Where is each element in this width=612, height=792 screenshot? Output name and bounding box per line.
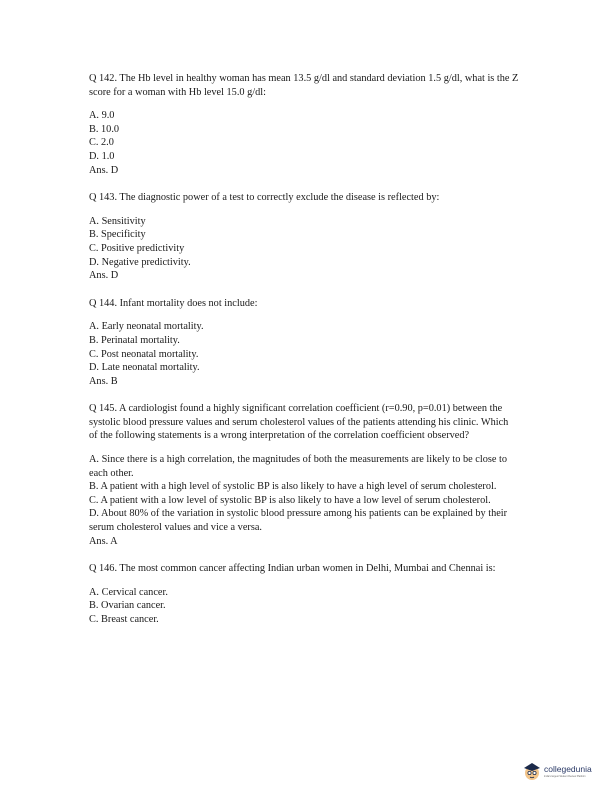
option-item: C. Post neonatal mortality. [89, 348, 199, 360]
collegedunia-logo [522, 758, 607, 784]
option-item: D. Negative predictivity. [89, 256, 191, 268]
option-item: B. Perinatal mortality. [89, 334, 180, 346]
question-block-146 [89, 562, 519, 626]
logo-text: collegedunia [544, 763, 592, 774]
option-item: D. 1.0 [89, 150, 115, 162]
answer-line: Ans. D [89, 164, 119, 176]
option-item: C. A patient with a low level of systolic BP is also likely to have a low level of serum cholesterol. [89, 494, 491, 506]
options-list [89, 320, 519, 388]
answer-line: Ans. B [89, 375, 118, 387]
question-text: Q 142. The Hb level in healthy woman has mean 13.5 g/dl and standard deviation 1.5 g/dl, what is the Z score for a woman with Hb level 15.0 g/dl: [89, 73, 519, 98]
question-block-143 [89, 191, 519, 283]
option-item: B. 10.0 [89, 123, 120, 135]
question-text: Q 143. The diagnostic power of a test to correctly exclude the disease is reflected by: [89, 192, 440, 204]
logo-tagline: India's largest Student Review Platform [544, 774, 586, 778]
options-list [89, 586, 519, 627]
option-item: B. Ovarian cancer. [89, 600, 166, 612]
answer-line: Ans. D [89, 270, 119, 282]
option-item: A. Since there is a high correlation, the magnitudes of both the measurements are likely to be close to each other. [89, 454, 508, 479]
question-block-145 [89, 402, 519, 548]
document-body [89, 72, 519, 641]
option-item: B. Specificity [89, 229, 146, 241]
option-item: A. 9.0 [89, 110, 115, 122]
option-item: C. Breast cancer. [89, 614, 159, 625]
question-block-142 [89, 72, 519, 177]
options-list [89, 109, 519, 177]
answer-line: Ans. A [89, 535, 118, 547]
option-item: D. Late neonatal mortality. [89, 362, 200, 374]
option-item: C. 2.0 [89, 137, 114, 149]
options-list [89, 453, 519, 548]
option-item: A. Cervical cancer. [89, 586, 168, 598]
options-list [89, 215, 519, 283]
option-item: A. Early neonatal mortality. [89, 321, 204, 333]
option-item: D. About 80% of the variation in systolic blood pressure among his patients can be explained by their serum cholesterol values and vice a versa. [89, 508, 508, 534]
mascot-icon [522, 760, 542, 782]
question-text: Q 144. Infant mortality does not include: [89, 297, 258, 309]
question-block-144 [89, 297, 519, 389]
question-text: Q 145. A cardiologist found a highly significant correlation coefficient (r=0.90, p=0.01) between the systolic blood pressure values and serum cholesterol values of the patients attending his clinic. Which of the following statements is a wrong interpretation of the correlation coefficient observed? [89, 403, 509, 442]
question-text: Q 146. The most common cancer affecting Indian urban women in Delhi, Mumbai and Chennai is: [89, 563, 496, 575]
option-item: C. Positive predictivity [89, 242, 185, 254]
option-item: B. A patient with a high level of systolic BP is also likely to have a high level of serum cholesterol. [89, 481, 497, 493]
option-item: A. Sensitivity [89, 215, 146, 227]
